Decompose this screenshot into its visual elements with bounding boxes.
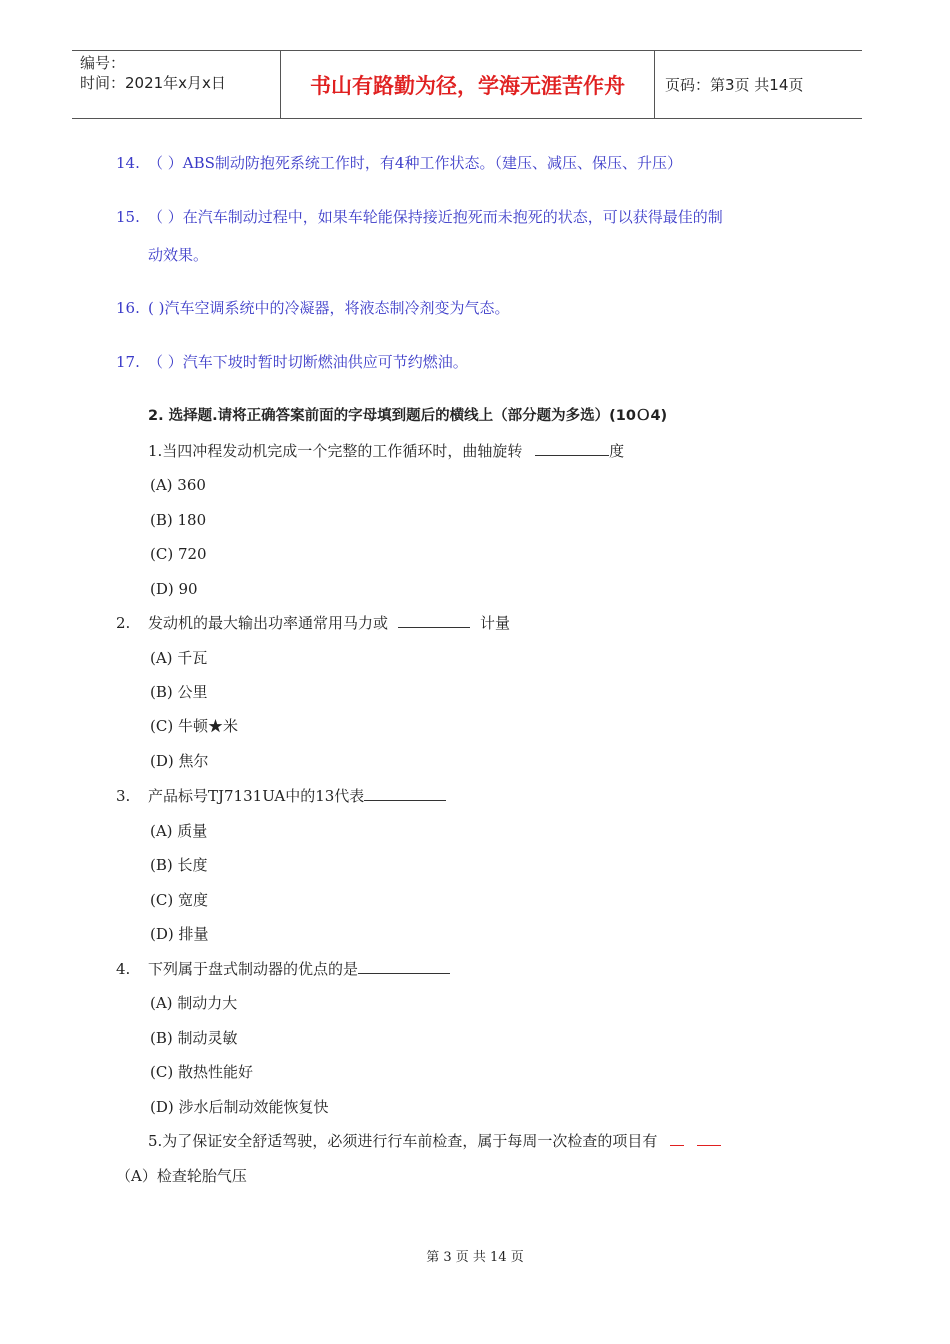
question-number: 16.: [116, 299, 140, 317]
header-motto: 书山有路勤为径，学海无涯苦作舟: [280, 51, 655, 118]
option: (C) 宽度: [150, 891, 208, 909]
option: (B) 180: [150, 511, 207, 529]
answer-blank: [535, 441, 609, 456]
section-2-title: 2. 选择题.请将正确答案前面的字母填到题后的横线上（部分题为多选）(10Ｏ4): [148, 408, 668, 424]
question-text: 1.当四冲程发动机完成一个完整的工作循环时，曲轴旋转: [148, 442, 523, 460]
option: (A) 质量: [150, 822, 208, 840]
question-suffix: 度: [609, 442, 625, 460]
question-text: （ ）在汽车制动过程中，如果车轮能保持接近抱死而未抱死的状态，可以获得最佳的制: [148, 208, 723, 226]
option: (B) 制动灵敏: [150, 1029, 238, 1047]
option: (B) 长度: [150, 856, 208, 874]
answer-blank: [398, 613, 470, 628]
question-text: 下列属于盘式制动器的优点的是: [148, 960, 359, 978]
question-body: [148, 786, 446, 806]
question-number: 3.: [116, 787, 131, 805]
option: (B) 公里: [150, 683, 208, 701]
question-text: 5.为了保证安全舒适驾驶，必须进行行车前检查，属于每周一次检查的项目有: [148, 1132, 658, 1150]
page-footer: 第 3 页 共 14 页: [426, 1250, 524, 1265]
question-body: [148, 959, 450, 979]
number-label: 编号：: [80, 54, 126, 72]
question-number: 15.: [116, 208, 140, 226]
question-text: 发动机的最大输出功率通常用马力或: [148, 614, 389, 632]
option: (D) 排量: [150, 925, 209, 943]
question-number: 2.: [116, 614, 131, 632]
question-number: 14.: [116, 154, 140, 172]
option: (C) 720: [150, 545, 207, 563]
choice-question-1: [148, 441, 624, 461]
option: (D) 涉水后制动效能恢复快: [150, 1098, 329, 1116]
answer-blank: [358, 959, 450, 974]
question-body: [148, 613, 510, 633]
question-text: 产品标号TJ7131UA中的13代表: [148, 787, 365, 805]
time-label: 时间：2021年x月x日: [80, 74, 226, 92]
answer-blank: [364, 786, 446, 801]
question-text: （ ）汽车下坡时暂时切断燃油供应可节约燃油。: [148, 353, 468, 371]
option: (A) 制动力大: [150, 994, 238, 1012]
q5-option-a: （A）检查轮胎气压: [116, 1167, 247, 1185]
option: (A) 360: [150, 476, 206, 494]
option: (A) 千瓦: [150, 649, 208, 667]
page-header: [72, 50, 862, 119]
question-text: （ ）ABS制动防抱死系统工作时，有4种工作状态。（建压、减压、保压、升压）: [148, 154, 682, 172]
option: (D) 焦尔: [150, 752, 209, 770]
question-number: 17.: [116, 353, 140, 371]
header-page-number: 页码：第3页 共14页: [665, 76, 804, 94]
option: (C) 散热性能好: [150, 1063, 253, 1081]
option: (C) 牛顿★米: [150, 717, 238, 735]
answer-blank-red: [697, 1131, 721, 1146]
question-text: ( )汽车空调系统中的冷凝器，将液态制冷剂变为气态。: [148, 299, 510, 317]
question-suffix: 计量: [480, 614, 511, 632]
answer-blank-red: [670, 1131, 684, 1146]
choice-question-5: [148, 1131, 721, 1151]
option: (D) 90: [150, 580, 198, 598]
question-number: 4.: [116, 960, 131, 978]
header-meta: [72, 51, 280, 118]
question-text-continued: 动效果。: [148, 246, 209, 264]
